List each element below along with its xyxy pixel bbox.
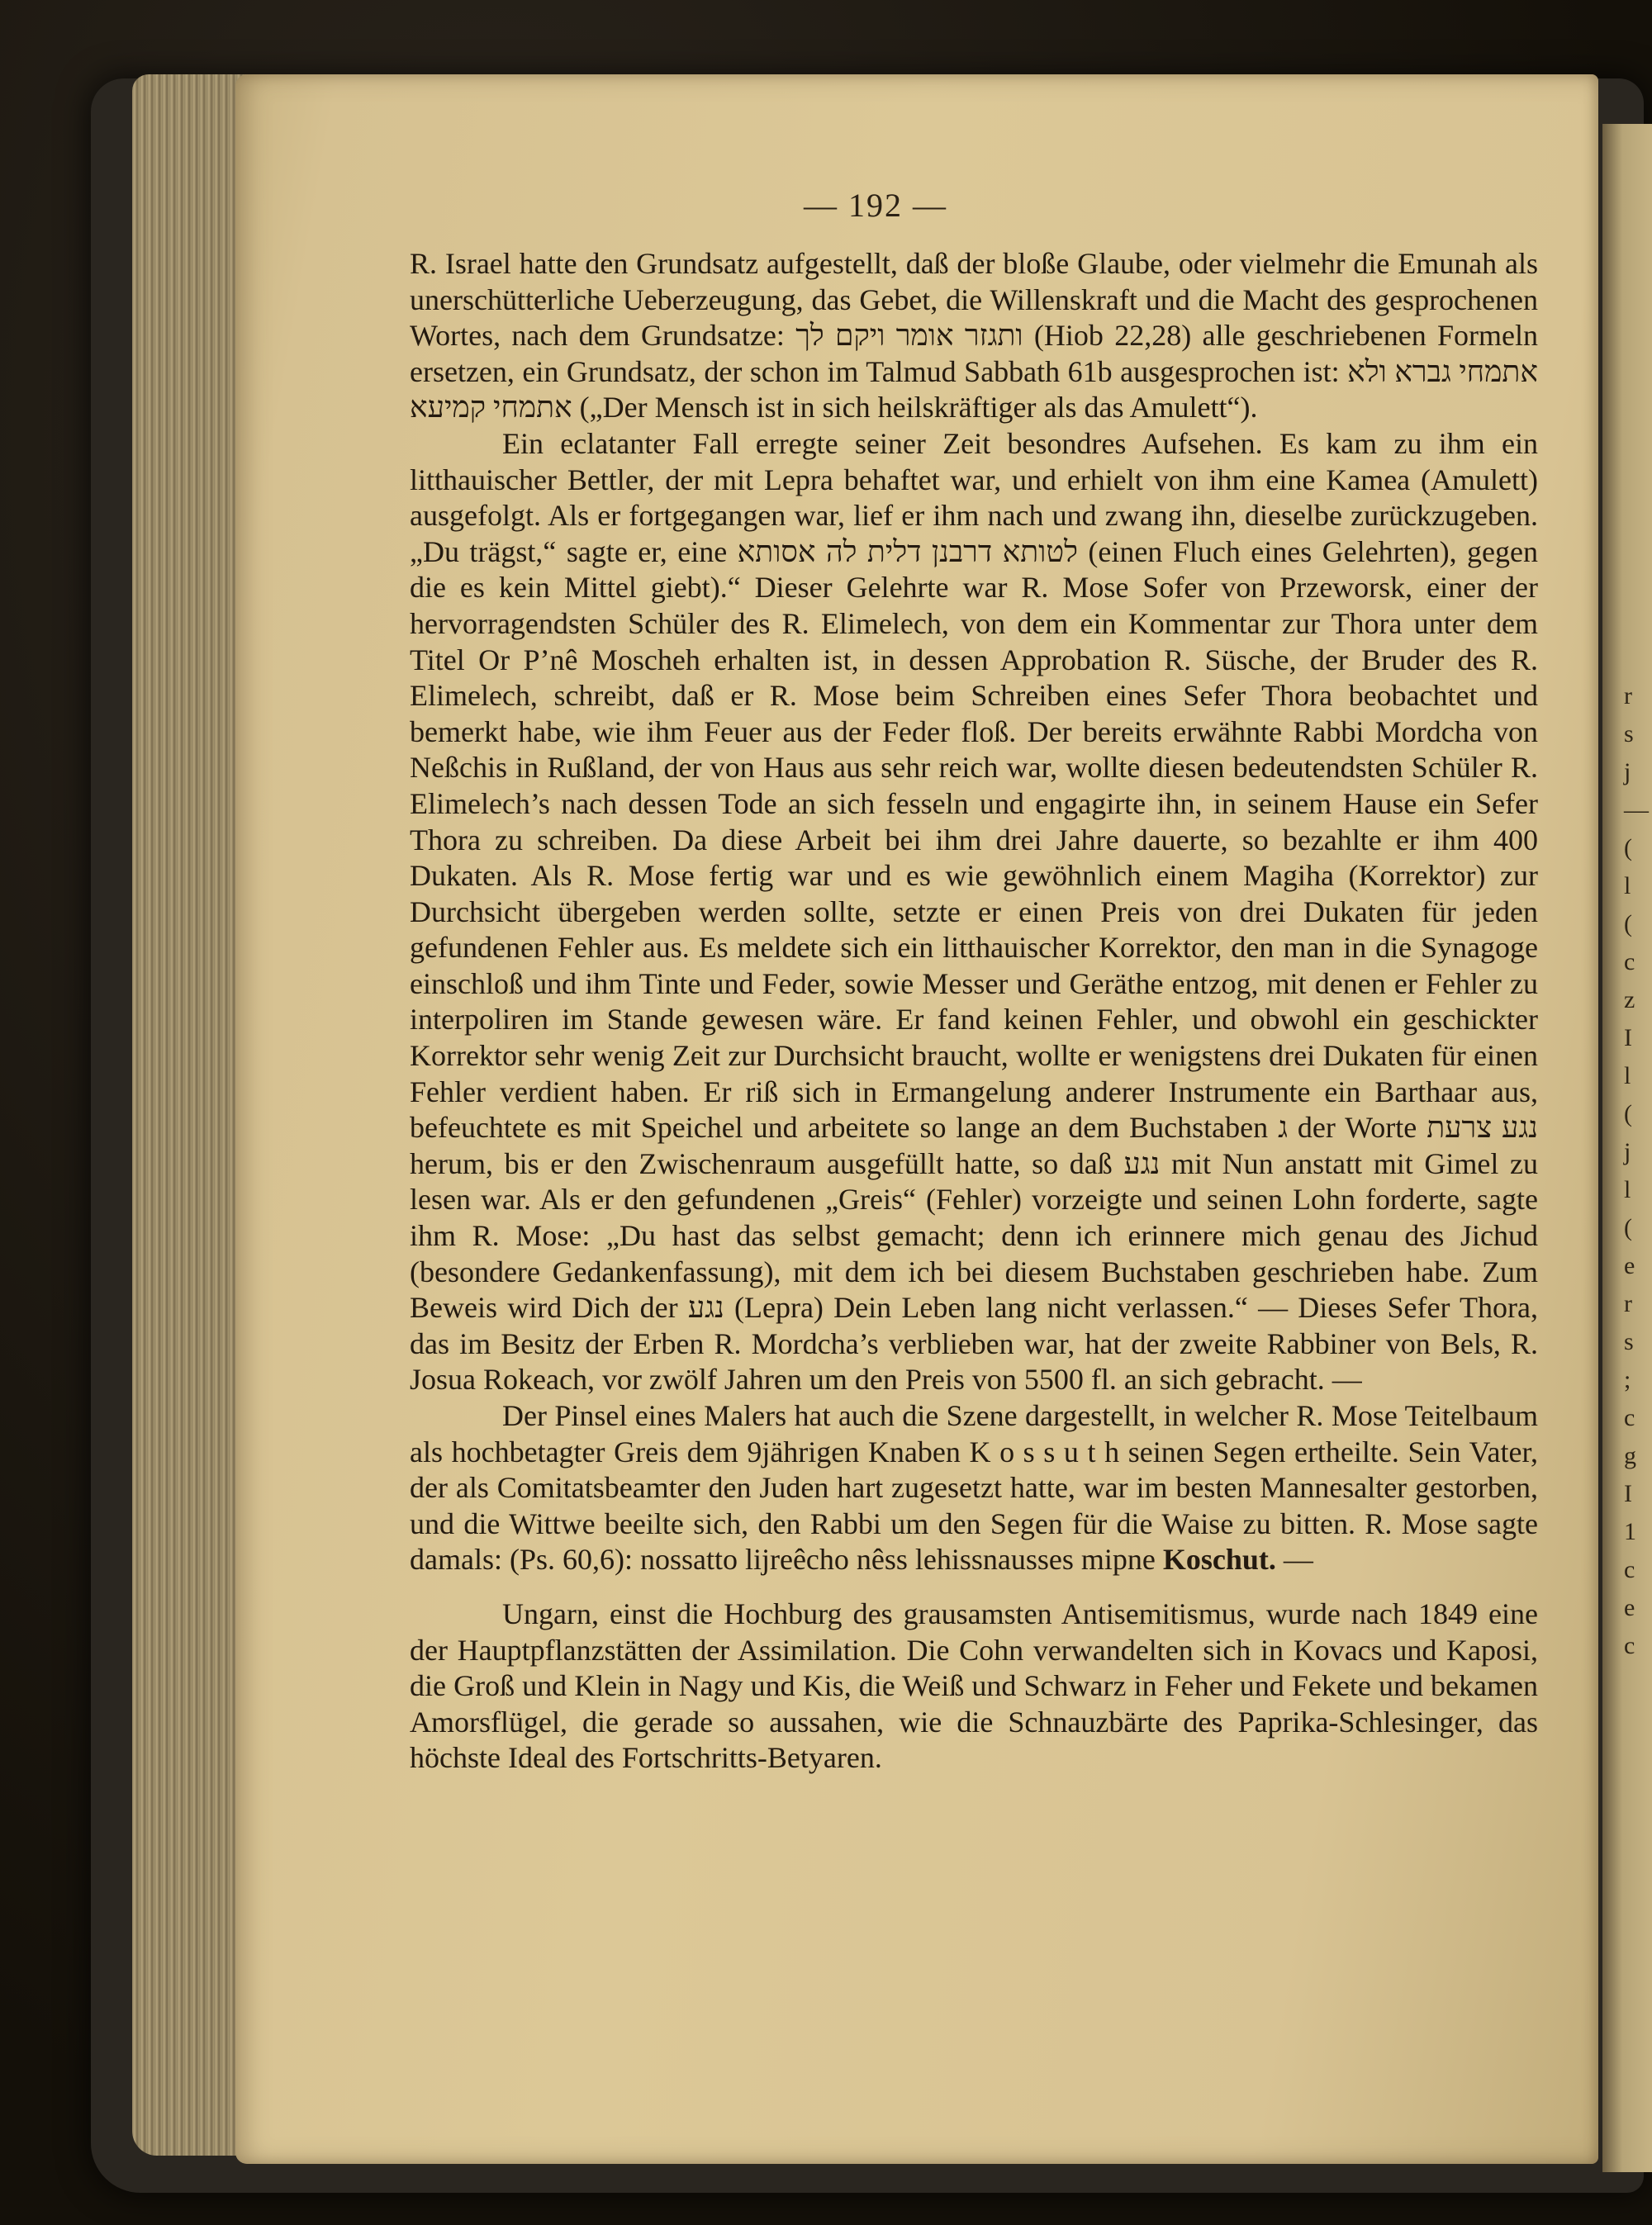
paragraph-1: R. Israel hatte den Grundsatz aufgestellt, daß der bloße Glaube, oder vielmehr die Emunah als unerschütterliche Ueberzeugung, das Gebet, die Willenskraft und die Macht des gesprochenen Wortes, nach dem Grundsatze: ותגזר אומר ויקם לך (Hiob 22,28) alle geschriebenen Formeln ersetzen, ein Grundsatz, der schon im Talmud Sabbath 61b ausgesprochen ist: אתמחי גברא ולא אתמחי קמיעא („Der Mensch ist in sich heilskräftiger als das Amulett“). [410, 247, 1538, 425]
page-number: — 192 — [804, 187, 947, 224]
body-text [410, 246, 1538, 1777]
facing-page-text-fragment: r s j — ( l ( c z I l ( j l ( e r s ; c g I 1 c e c [1624, 682, 1649, 1659]
paragraph-gap [410, 1578, 1538, 1596]
paragraph-2: Ein eclatanter Fall erregte seiner Zeit besondres Aufsehen. Es kam zu ihm ein litthauischer Bettler, der mit Lepra behaftet war, und erhielt von ihm eine Kamea (Amulett) ausgefolgt. Als er fortgegangen war, lief er ihm nach und zwang ihn, dieselbe zurückzugeben. „Du trägst,“ sagte er, eine לטותא דרבנן דלית לה אסותא (einen Fluch eines Gelehrten), gegen die es kein Mittel giebt).“ Dieser Gelehrte war R. Mose Sofer von Przeworsk, einer der hervorragendsten Schüler des R. Elimelech, von dem ein Kommentar zur Thora unter dem Titel Or P’nê Moscheh erhalten ist, in dessen Approbation R. Süsche, der Bruder des R. Elimelech, schreibt, daß er R. Mose beim Schreiben eines Sefer Thora beobachtet und bemerkt habe, wie ihm Feuer aus der Feder floß. Der bereits erwähnte Rabbi Mordcha von Neßchis in Rußland, der von Haus aus sehr reich war, wollte diesen bedeutendsten Schüler R. Elimelech’s nach dessen Tode an sich fesseln und engagirte ihn, in seinem Hause ein Sefer Thora zu schreiben. Da diese Arbeit bei ihm drei Jahre dauerte, so bezahlte er ihm 400 Dukaten. Als R. Mose fertig war und es wie gewöhnlich einem Magiha (Korrektor) zur Durchsicht übergeben werden sollte, setzte er einen Preis von drei Dukaten für jeden gefundenen Fehler aus. Es meldete sich ein litthauischer Korrektor, den man in die Synagoge einschloß und ihm Tinte und Feder, sowie Messer und Geräthe entzog, mit denen er Fehler zu interpoliren im Stande gewesen wäre. Er fand keinen Fehler, und obwohl ein geschickter Korrektor sehr wenig Zeit zur Durchsicht braucht, wollte er wenigstens drei Dukaten für einen Fehler verdient haben. Er riß sich in Ermangelung anderer Instrumente ein Barthaar aus, befeuchtete es mit Speichel und arbeitete so lange an dem Buchstaben ג der Worte נגע צרעת herum, bis er den Zwischenraum ausgefüllt hatte, so daß נגע mit Nun anstatt mit Gimel zu lesen war. Als er den gefundenen „Greis“ (Fehler) vorzeigte und seinen Lohn forderte, sagte ihm R. Mose: „Du hast das selbst gemacht; denn ich erinnere mich genau des Jichud (besondere Gedankenfassung), mit dem ich bei diesem Buchstaben geschrieben habe. Zum Beweis wird Dich der נגע (Lepra) Dein Leben lang nicht verlassen.“ — Dieses Sefer Thora, das im Besitz der Erben R. Mordcha’s verblieben war, hat der zweite Rabbiner von Bels, R. Josua Rokeach, vor zwölf Jahren um den Preis von 5500 fl. an sich gebracht. — [410, 426, 1539, 1397]
paragraph-3 [410, 1398, 1538, 1578]
paragraph-4: Ungarn, einst die Hochburg des grausamsten Antisemitismus, wurde nach 1849 eine der Hauptpflanzstätten der Assimilation. Die Cohn verwandelten sich in Kovacs und Kaposi, die Groß und Klein in Nagy und Kis, die Weiß und Schwarz in Feher und Fekete und bekamen Amorsflügel, die gerade so aussahen, wie die Schnauzbärte des Paprika-Schlesinger, das höchste Ideal des Fortschritts-Betyaren. [410, 1596, 1538, 1775]
koschut-bold: Koschut. [1162, 1543, 1276, 1577]
paragraph-3-text: Der Pinsel eines Malers hat auch die Szene dargestellt, in welcher R. Mose Teitelbaum als hochbetagter Greis dem 9jährigen Knaben K o s s u t h seinen Segen ertheilte. Sein Vater, der als Comitatsbeamter den Juden hart zugesetzt hatte, war im besten Mannesalter gestorben, und die Wittwe beeilte sich, den Rabbi um den Segen für die Waise zu bitten. R. Mose sagte damals: (Ps. 60,6): nossatto lijreêcho nêss lehissnausses mipne [410, 1399, 1538, 1577]
paragraph-3-dash: — [1275, 1543, 1313, 1577]
